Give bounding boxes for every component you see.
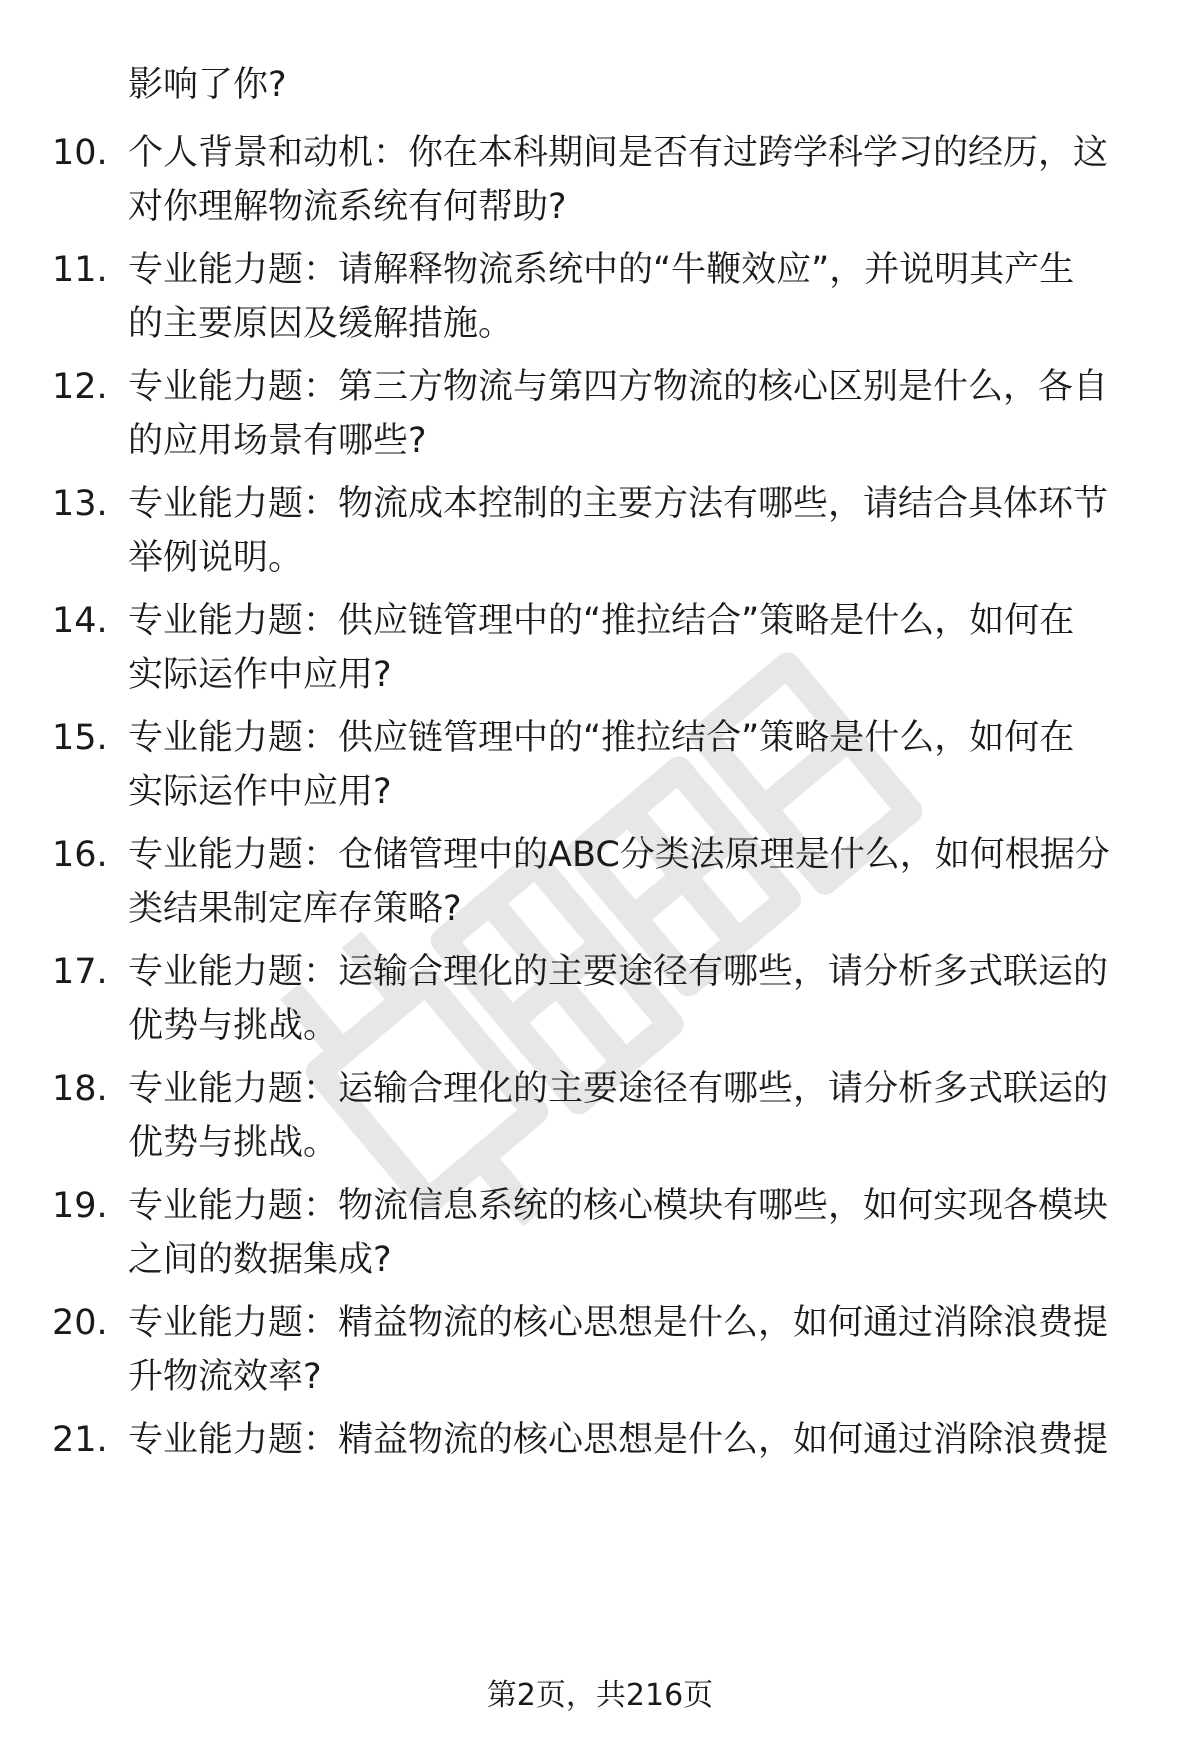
item-text: [128, 945, 1148, 1053]
item-line: [128, 1467, 1148, 1521]
item-number: 12.: [52, 367, 108, 407]
item-text: [128, 477, 1148, 585]
item-line: 优势与挑战。: [128, 1123, 339, 1163]
item-line: 专业能力题：精益物流的核心思想是什么，如何通过消除浪费提: [128, 1303, 1109, 1343]
item-line: 实际运作中应用?: [128, 655, 392, 695]
item-text: [128, 243, 1148, 351]
item-line: 专业能力题：物流成本控制的主要方法有哪些，请结合具体环节: [128, 484, 1109, 524]
item-line: 专业能力题：供应链管理中的“推拉结合”策略是什么，如何在: [128, 718, 1075, 758]
item-text: [128, 594, 1148, 702]
item-number: 14.: [52, 601, 108, 641]
item-line: 专业能力题：精益物流的核心思想是什么，如何通过消除浪费提: [128, 1420, 1109, 1460]
item-line: 的主要原因及缓解措施。: [128, 304, 514, 344]
item-line: 专业能力题：运输合理化的主要途径有哪些，请分析多式联运的: [128, 952, 1109, 992]
item-number: 10.: [52, 133, 108, 173]
item-number: 20.: [52, 1303, 108, 1343]
item-text: [128, 126, 1148, 234]
item-text: [128, 1296, 1148, 1404]
item-line: 实际运作中应用?: [128, 772, 392, 812]
item-number: 18.: [52, 1069, 108, 1109]
item-line: 优势与挑战。: [128, 1006, 339, 1046]
item-text: [128, 1062, 1148, 1170]
item-text: [128, 1413, 1148, 1521]
item-line: 专业能力题：运输合理化的主要途径有哪些，请分析多式联运的: [128, 1069, 1109, 1109]
item-text: [128, 1179, 1148, 1287]
item-text: [128, 711, 1148, 819]
item-number: 16.: [52, 835, 108, 875]
item-line: 专业能力题：物流信息系统的核心模块有哪些，如何实现各模块: [128, 1186, 1109, 1226]
item-number: 15.: [52, 718, 108, 758]
item-line: 专业能力题：供应链管理中的“推拉结合”策略是什么，如何在: [128, 601, 1075, 641]
item-text: [128, 828, 1148, 936]
item-line: 举例说明。: [128, 538, 304, 578]
item-line: 专业能力题：请解释物流系统中的“牛鞭效应”，并说明其产生: [128, 250, 1075, 290]
item-line: 类结果制定库存策略?: [128, 889, 462, 929]
item-line: 个人背景和动机：你在本科期间是否有过跨学科学习的经历，这: [128, 133, 1109, 173]
item-line: 之间的数据集成?: [128, 1240, 392, 1280]
item-number: 11.: [52, 250, 108, 290]
item-number: 19.: [52, 1186, 108, 1226]
item-text: [128, 360, 1148, 468]
item-line: 专业能力题：第三方物流与第四方物流的核心区别是什么，各自: [128, 367, 1109, 407]
item-line: 的应用场景有哪些?: [128, 421, 427, 461]
item-number: 13.: [52, 484, 108, 524]
item-line: 升物流效率?: [128, 1357, 322, 1397]
item-line: 对你理解物流系统有何帮助?: [128, 187, 567, 227]
item-number: 21.: [52, 1420, 108, 1460]
continuation-text: 影响了你?: [128, 65, 287, 105]
item-line: 专业能力题：仓储管理中的ABC分类法原理是什么，如何根据分: [128, 835, 1110, 875]
item-number: 17.: [52, 952, 108, 992]
page-footer: 第2页，共216页: [486, 1678, 714, 1713]
